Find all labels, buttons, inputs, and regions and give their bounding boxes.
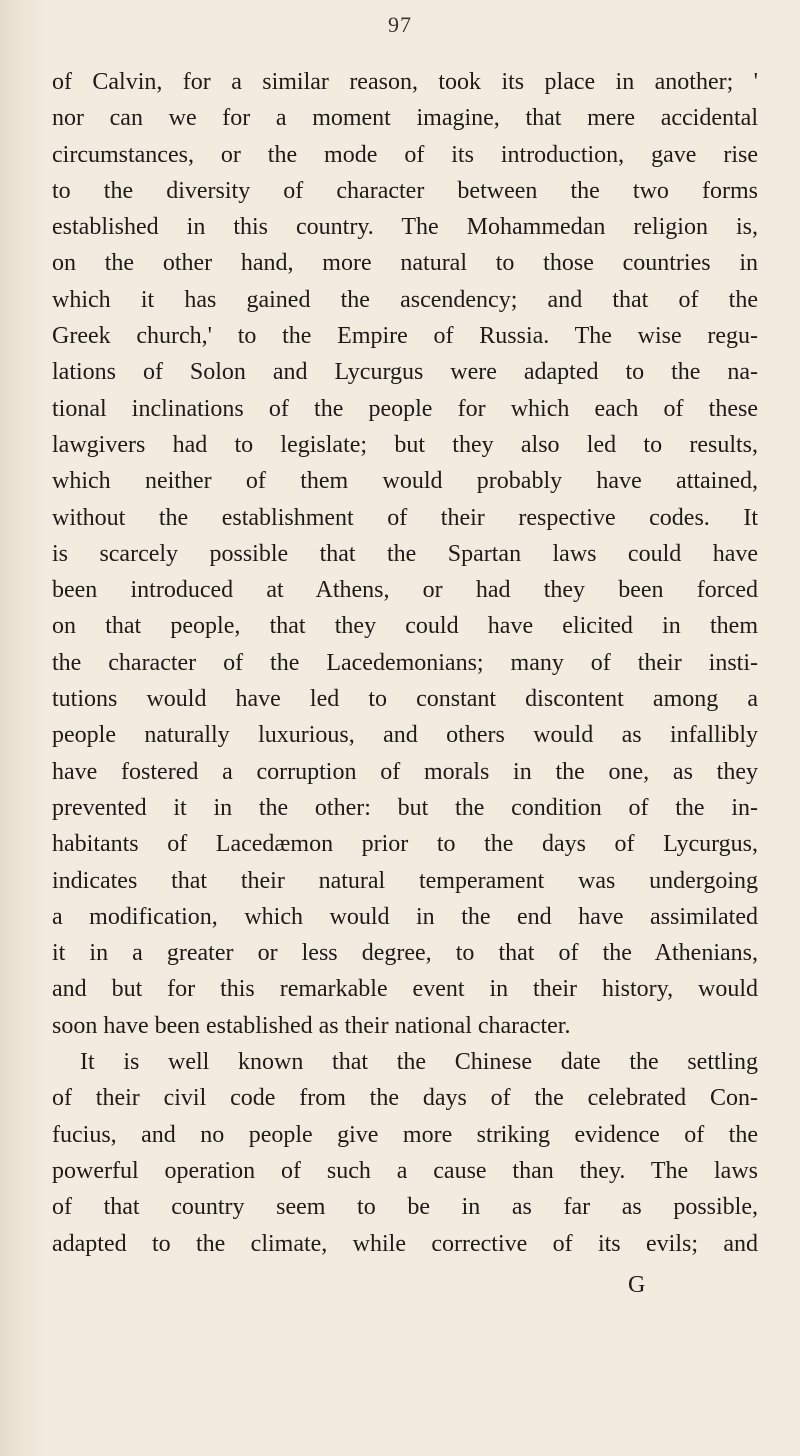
text-line: and but for this remarkable event in their history, would — [52, 976, 758, 1003]
text-line: lawgivers had to legislate; but they also led to results, — [52, 431, 758, 458]
page-gutter-shadow — [0, 0, 46, 1456]
text-line: indicates that their natural temperament was undergoing — [52, 867, 758, 894]
text-line: the character of the Lacedemonians; many of their insti- — [52, 649, 758, 676]
text-line: of Calvin, for a similar reason, took its place in another; ' — [52, 69, 758, 95]
text-line: without the establishment of their respective codes. It — [52, 504, 758, 531]
text-line: which neither of them would probably have attained, — [52, 468, 758, 495]
text-line: which it has gained the ascendency; and that of the — [52, 286, 758, 313]
text-line: adapted to the climate, while corrective of its evils; and — [52, 1230, 758, 1257]
text-line: prevented it in the other: but the condition of the in- — [52, 794, 758, 821]
text-line: soon have been established as their national character. — [52, 1012, 571, 1039]
text-line: lations of Solon and Lycurgus were adapted to the na- — [52, 359, 758, 386]
text-line: tutions would have led to constant discontent among a — [52, 686, 758, 713]
text-line: of that country seem to be in as far as possible, — [52, 1194, 758, 1221]
text-line: is scarcely possible that the Spartan laws could have — [52, 540, 758, 567]
text-line: powerful operation of such a cause than they. The laws — [52, 1157, 758, 1184]
text-line: a modification, which would in the end have assimilated — [52, 903, 758, 930]
text-line: on the other hand, more natural to those countries in — [52, 250, 758, 277]
text-line: have fostered a corruption of morals in the one, as they — [52, 758, 758, 785]
signature-mark: G — [628, 1272, 646, 1298]
text-line: nor can we for a moment imagine, that mere accidental — [52, 105, 758, 132]
body-text — [52, 64, 758, 1262]
text-line: people naturally luxurious, and others would as infallibly — [52, 722, 758, 749]
text-line: habitants of Lacedæmon prior to the days of Lycurgus, — [52, 831, 758, 858]
text-line: tional inclinations of the people for which each of these — [52, 395, 758, 422]
text-line: to the diversity of character between the two forms — [52, 177, 758, 204]
text-line: of their civil code from the days of the celebrated Con- — [52, 1085, 758, 1112]
text-line: circumstances, or the mode of its introduction, gave rise — [52, 141, 758, 168]
text-line: fucius, and no people give more striking evidence of the — [52, 1121, 758, 1148]
text-line: Greek church,' to the Empire of Russia. The wise regu- — [52, 323, 758, 350]
text-line: been introduced at Athens, or had they been forced — [52, 577, 758, 604]
text-line: it in a greater or less degree, to that of the Athenians, — [52, 940, 758, 967]
text-line: It is well known that the Chinese date the settling — [80, 1049, 758, 1076]
page-number: 97 — [388, 12, 412, 37]
text-line: on that people, that they could have elicited in them — [52, 613, 758, 640]
text-line: established in this country. The Mohammedan religion is, — [52, 214, 758, 241]
